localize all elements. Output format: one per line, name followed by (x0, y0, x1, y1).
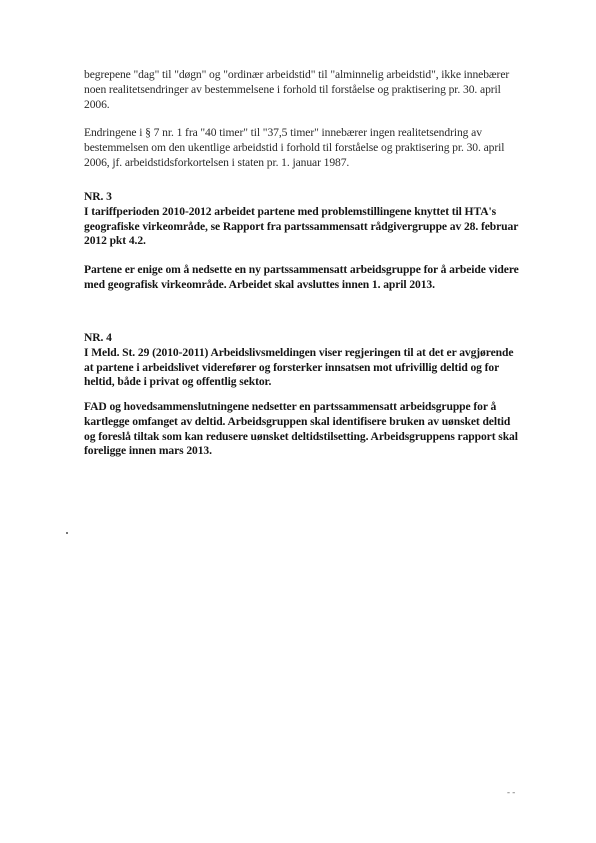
section-nr4 (84, 331, 524, 390)
section-nr4-heading: NR. 4 (84, 331, 112, 344)
paragraph-endringene: Endringene i § 7 nr. 1 fra "40 timer" til "37,5 timer" innebærer ingen realitetsendring av bestemmelsen om den ukentlige arbeidstid i forhold til forståelse og praktisering pr. 30. april 2006, jf. arbeidstidsforkortelsen i staten pr. 1. januar 1987. (84, 126, 505, 169)
paragraph-partene-enige: Partene er enige om å nedsette en ny partssammensatt arbeidsgruppe for å arbeide videre med geografisk virkeområde. Arbeidet skal avsluttes innen 1. april 2013. (84, 263, 519, 291)
paragraph-fad-arbeidsgruppe: FAD og hovedsammenslutningene nedsetter en partssammensatt arbeidsgruppe for å kartlegge omfanget av deltid. Arbeidsgruppen skal identifisere bruken av uønsket deltid og foreslå tiltak som kan redusere uønsket deltidstilsetting. Arbeidsgruppens rapport skal foreligge innen mars 2013. (84, 400, 518, 458)
section-nr3-heading: NR. 3 (84, 190, 112, 203)
page-number: - - (507, 787, 516, 797)
section-nr3 (84, 190, 524, 249)
section-nr4-body: I Meld. St. 29 (2010-2011) Arbeidslivsmeldingen viser regjeringen til at det er avgjørende at partene i arbeidslivet viderefører og forsterker innsatsen mot ufrivillig deltid og for heltid, både i privat og offentlig sektor. (84, 345, 514, 389)
section-nr3-body: I tariffperioden 2010-2012 arbeidet partene med problemstillingene knyttet til HTA's geografiske virkeområde, se Rapport fra partssammensatt rådgivergruppe av 28. februar 2012 pkt 4.2. (84, 204, 519, 248)
paragraph-begrepene: begrepene "dag" til "døgn" og "ordinær arbeidstid" til "alminnelig arbeidstid", ikke innebærer noen realitetsendringer av bestemmelsene i forhold til forståelse og praktisering pr. 30. april 2006. (84, 68, 510, 111)
scan-speck (66, 532, 68, 534)
